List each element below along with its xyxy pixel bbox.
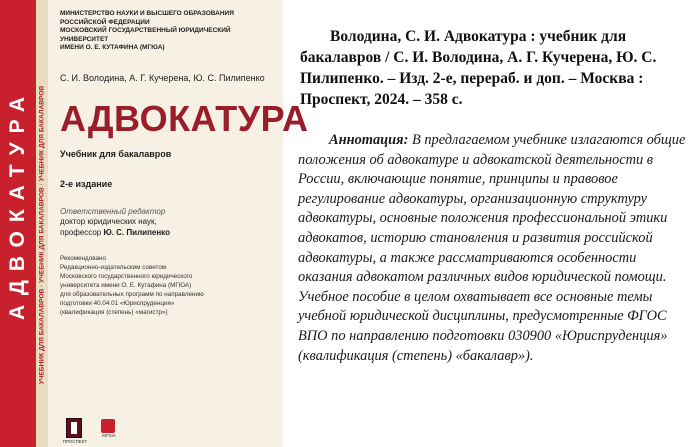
recommendation-line: Рекомендовано [60,254,106,262]
editor-label: Ответственный редактор [60,206,166,216]
cover-edition: 2-е издание [60,178,113,189]
recommendation-block [60,254,280,318]
cover-spine [0,0,36,447]
ministry-line: МИНИСТЕРСТВО НАУКИ И ВЫСШЕГО ОБРАЗОВАНИЯ РОССИЙСКОЙ ФЕДЕРАЦИИ [60,10,234,26]
recommendation-line: университета имени О. Е. Кутафина (МГЮА) [60,281,192,289]
recommendation-line: для образовательных программ по направлению [60,290,204,298]
recommendation-line: (квалификация (степень) «магистр») [60,309,168,317]
ministry-line: ИМЕНИ О. Е. КУТАФИНА (МГЮА) [60,44,165,51]
editor-prefix: профессор [60,227,104,237]
cover-content [60,10,309,317]
book-cover-image [0,0,309,447]
editor-name: Ю. С. Пилипенко [103,227,170,237]
abstract-paragraph [298,131,690,366]
recommendation-line: Редакционно-издательским советом [60,263,167,271]
stripe-text: УЧЕБНИК ДЛЯ БАКАЛАВРОВ · УЧЕБНИК ДЛЯ БАКАЛАВРОВ · УЧЕБНИК ДЛЯ БАКАЛАВРОВ [38,85,46,385]
cover-subtitle: Учебник для бакалавров [60,148,172,159]
editor-line [60,227,280,238]
publisher-logo-icon [66,418,82,438]
editor-degree: доктор юридических наук, [60,216,157,226]
publisher-logo-label: ПРОСПЕКТ [62,439,88,444]
spine-title: АДВОКАТУРА [6,87,29,321]
bibliographic-entry: Володина, С. И. Адвокатура : учебник для бакалавров / С. И. Володина, А. Г. Кучерена, Ю. С. Пилипенко. – Изд. 2-е, перераб. и доп. – Москва : Проспект, 2024. – 358 с. [300,28,657,108]
ministry-header [60,10,280,53]
cover-authors: С. И. Володина, А. Г. Кучерена, Ю. С. Пилипенко [60,72,265,83]
abstract-text: В предлагаемом учебнике излагаются общие положения об адвокатуре и адвокатской деятельности в России, включающие понятие, принципы и правовое регулирование адвокатуры, организационную структуру адвокатуры, основные положения профессиональной этики адвокатов, историю становления и развития российской адвокатуры, а также рассматриваются особенности оказания адвокатом различных видов юридической помощи. Учебное пособие в целом охватывает все основные темы учебной юридической дисциплины, предусмотренные ФГОС ВПО по направлению подготовки 030900 «Юриспруденция» (квалификация (степень) «бакалавр»). [298,132,686,364]
cover-title: АДВОКАТУРА [60,97,309,139]
ministry-line: МОСКОВСКИЙ ГОСУДАРСТВЕННЫЙ ЮРИДИЧЕСКИЙ УНИВЕРСИТЕТ [60,27,231,43]
abstract-label: Аннотация: [329,132,409,148]
recommendation-line: подготовки 40.04.01 «Юриспруденция» [60,299,175,307]
recommendation-line: Московского государственного юридического [60,272,193,280]
university-logo-icon [101,419,115,433]
university-logo-label: МГЮА [102,433,116,438]
